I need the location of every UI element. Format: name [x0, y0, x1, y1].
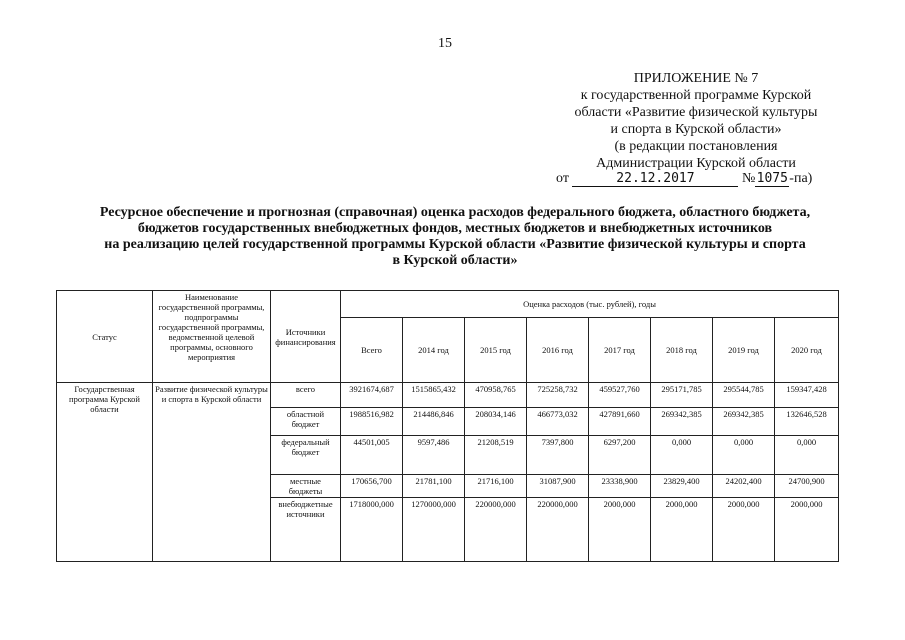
header-status: Статус	[57, 291, 153, 383]
appendix-line: области «Развитие физической культуры	[574, 105, 818, 120]
value-cell: 470958,765	[465, 383, 527, 408]
value-cell: 21716,100	[465, 475, 527, 498]
value-cell: 0,000	[775, 436, 839, 475]
appendix-block	[560, 70, 832, 172]
value-cell: 427891,660	[589, 408, 651, 436]
value-cell: 0,000	[713, 436, 775, 475]
value-cell: 21208,519	[465, 436, 527, 475]
source-cell: местные бюджеты	[271, 475, 341, 498]
program-name-cell: Развитие физической культуры и спорта в Курской области	[153, 383, 271, 562]
value-cell: 23829,400	[651, 475, 713, 498]
header-col-2017: 2017 год	[589, 318, 651, 383]
appendix-line: Администрации Курской области	[596, 156, 796, 171]
value-cell: 6297,200	[589, 436, 651, 475]
status-cell: Государственная программа Курской области	[57, 383, 153, 562]
title-line: бюджетов государственных внебюджетных фондов, местных бюджетов и внебюджетных источников	[137, 221, 773, 236]
appendix-line: и спорта в Курской области»	[610, 122, 782, 137]
source-cell: федеральный бюджет	[271, 436, 341, 475]
decree-number: 1075	[756, 171, 788, 186]
number-label: №	[741, 171, 756, 186]
title-line: Ресурсное обеспечение и прогнозная (справочная) оценка расходов федерального бюджета, областного бюджета,	[99, 205, 811, 220]
source-cell: внебюджетные источники	[271, 498, 341, 562]
source-cell: всего	[271, 383, 341, 408]
value-cell: 44501,005	[341, 436, 403, 475]
decree-date: 22.12.2017	[572, 171, 738, 187]
value-cell: 7397,800	[527, 436, 589, 475]
header-sources: Источники финансирования	[271, 291, 341, 383]
value-cell: 9597,486	[403, 436, 465, 475]
value-cell: 220000,000	[527, 498, 589, 562]
header-col-2018: 2018 год	[651, 318, 713, 383]
value-cell: 1718000,000	[341, 498, 403, 562]
value-cell: 214486,846	[403, 408, 465, 436]
title-line: в Курской области»	[392, 253, 518, 268]
page-number: 15	[438, 36, 452, 51]
value-cell: 466773,032	[527, 408, 589, 436]
source-cell: областной бюджет	[271, 408, 341, 436]
value-cell: 2000,000	[589, 498, 651, 562]
table-row	[57, 383, 839, 408]
header-col-total: Всего	[341, 318, 403, 383]
appendix-line: (в редакции постановления	[614, 139, 778, 154]
header-col-2019: 2019 год	[713, 318, 775, 383]
value-cell: 1988516,982	[341, 408, 403, 436]
header-col-2014: 2014 год	[403, 318, 465, 383]
from-label: от	[556, 171, 569, 186]
value-cell: 269342,385	[713, 408, 775, 436]
decree-line	[556, 171, 812, 187]
header-col-2016: 2016 год	[527, 318, 589, 383]
value-cell: 1515865,432	[403, 383, 465, 408]
value-cell: 132646,528	[775, 408, 839, 436]
value-cell: 2000,000	[713, 498, 775, 562]
value-cell: 24202,400	[713, 475, 775, 498]
value-cell: 31087,900	[527, 475, 589, 498]
value-cell: 269342,385	[651, 408, 713, 436]
value-cell: 208034,146	[465, 408, 527, 436]
value-cell: 295171,785	[651, 383, 713, 408]
document-title	[60, 205, 850, 269]
value-cell: 725258,732	[527, 383, 589, 408]
value-cell: 2000,000	[651, 498, 713, 562]
value-cell: 21781,100	[403, 475, 465, 498]
value-cell: 459527,760	[589, 383, 651, 408]
header-name: Наименование государственной программы, подпрограммы государственной программы, ведомственной целевой программы, основного мероприятия	[153, 291, 271, 383]
header-col-2020: 2020 год	[775, 318, 839, 383]
header-col-2015: 2015 год	[465, 318, 527, 383]
resource-table	[56, 290, 839, 562]
value-cell: 24700,900	[775, 475, 839, 498]
value-cell: 159347,428	[775, 383, 839, 408]
value-cell: 23338,900	[589, 475, 651, 498]
value-cell: 220000,000	[465, 498, 527, 562]
value-cell: 295544,785	[713, 383, 775, 408]
appendix-title: ПРИЛОЖЕНИЕ № 7	[633, 71, 759, 86]
value-cell: 2000,000	[775, 498, 839, 562]
value-cell: 0,000	[651, 436, 713, 475]
appendix-line: к государственной программе Курской	[580, 88, 812, 103]
title-line: на реализацию целей государственной программы Курской области «Развитие физической культуры и спорта	[104, 237, 806, 252]
number-suffix: -па)	[789, 171, 813, 186]
value-cell: 3921674,687	[341, 383, 403, 408]
value-cell: 1270000,000	[403, 498, 465, 562]
value-cell: 170656,700	[341, 475, 403, 498]
header-estimate: Оценка расходов (тыс. рублей), годы	[341, 291, 839, 318]
